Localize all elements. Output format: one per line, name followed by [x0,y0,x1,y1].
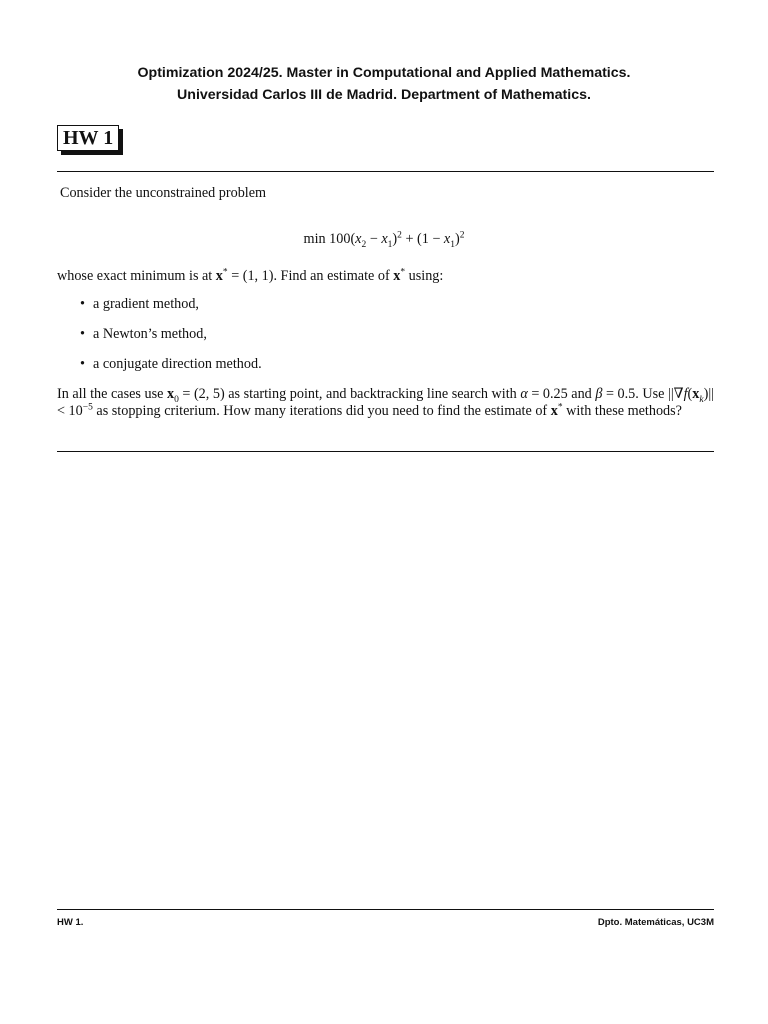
p2-post: using: [405,268,444,284]
minimum-paragraph [57,268,714,285]
top-rule [57,171,714,172]
eq-exp2: 2 [459,230,465,241]
header-line-1: Optimization 2024/25. Master in Computational and Applied Mathematics. [137,65,631,81]
method-newton: a Newton’s method, [93,326,207,342]
eq-x1-sub: 1 [387,239,393,250]
eq-x1b-sub: 1 [450,239,455,250]
method-conjugate: a conjugate direction method. [93,356,262,372]
middle-rule [57,451,714,452]
objective-equation: $\min 100(x_2 - x_1)^2 + (1 - x_1)^2$ [303,230,465,250]
p2-pre: whose exact minimum is at [57,268,216,284]
eq-x1b: x [443,231,451,247]
document-header [0,62,768,106]
eq-x2: x [355,231,362,247]
p3-alpha: α [520,386,528,402]
p2-eq: = (1, 1). Find an estimate of [227,268,394,284]
p2-star: * [222,267,228,278]
intro-text: Consider the unconstrained problem [60,185,267,201]
p3-x0-sub: 0 [174,394,179,405]
p3-t2: = (2, 5) as starting point, and backtracking line search with [178,386,521,402]
p3-xk-sub: k [699,394,704,405]
bullet-icon: • [80,356,85,372]
instructions-paragraph [57,386,714,420]
method-gradient: a gradient method, [93,296,199,312]
eq-one: (1 − [417,231,444,247]
eq-x1: x [381,231,388,247]
p3-xk: x [692,386,700,402]
p3-xs-star: * [557,402,563,413]
footer-rule [57,909,714,910]
p3-exp: −5 [82,402,93,413]
p2-xstar2: x [393,268,401,284]
bullet-icon: • [80,326,85,342]
eq-plus: + [401,231,417,247]
p3-t6: )|| < 10 [57,386,714,419]
eq-coef: 100 [329,231,351,247]
p2-star2: * [400,267,406,278]
p3-beta: β [595,386,603,402]
bullet-icon: • [80,296,85,312]
p3-x0: x [166,386,175,402]
footer-right: Dpto. Matemáticas, UC3M [597,917,714,928]
p3-t4: = 0.5. Use ||∇ [602,386,684,402]
p2-xstar: x [215,268,223,284]
footer-left: HW 1. [57,917,84,928]
p3-t1: In all the cases use [57,386,167,402]
eq-minus: − [366,231,382,247]
eq-exp: 2 [397,230,402,241]
eq-min: min [303,231,326,247]
eq-x2-sub: 2 [361,239,367,250]
p3-t8: with these methods? [562,403,682,419]
p3-xs: x [550,403,558,419]
p3-t5: ( [687,386,693,402]
hw-title: HW 1 [57,125,119,151]
header-line-2: Universidad Carlos III de Madrid. Department of Mathematics. [177,87,591,103]
hw-title-box [57,125,119,151]
p3-t7: as stopping criterium. How many iterations did you need to find the estimate of [92,403,551,419]
p3-t3: = 0.25 and [527,386,596,402]
p3-f: f [683,386,688,402]
